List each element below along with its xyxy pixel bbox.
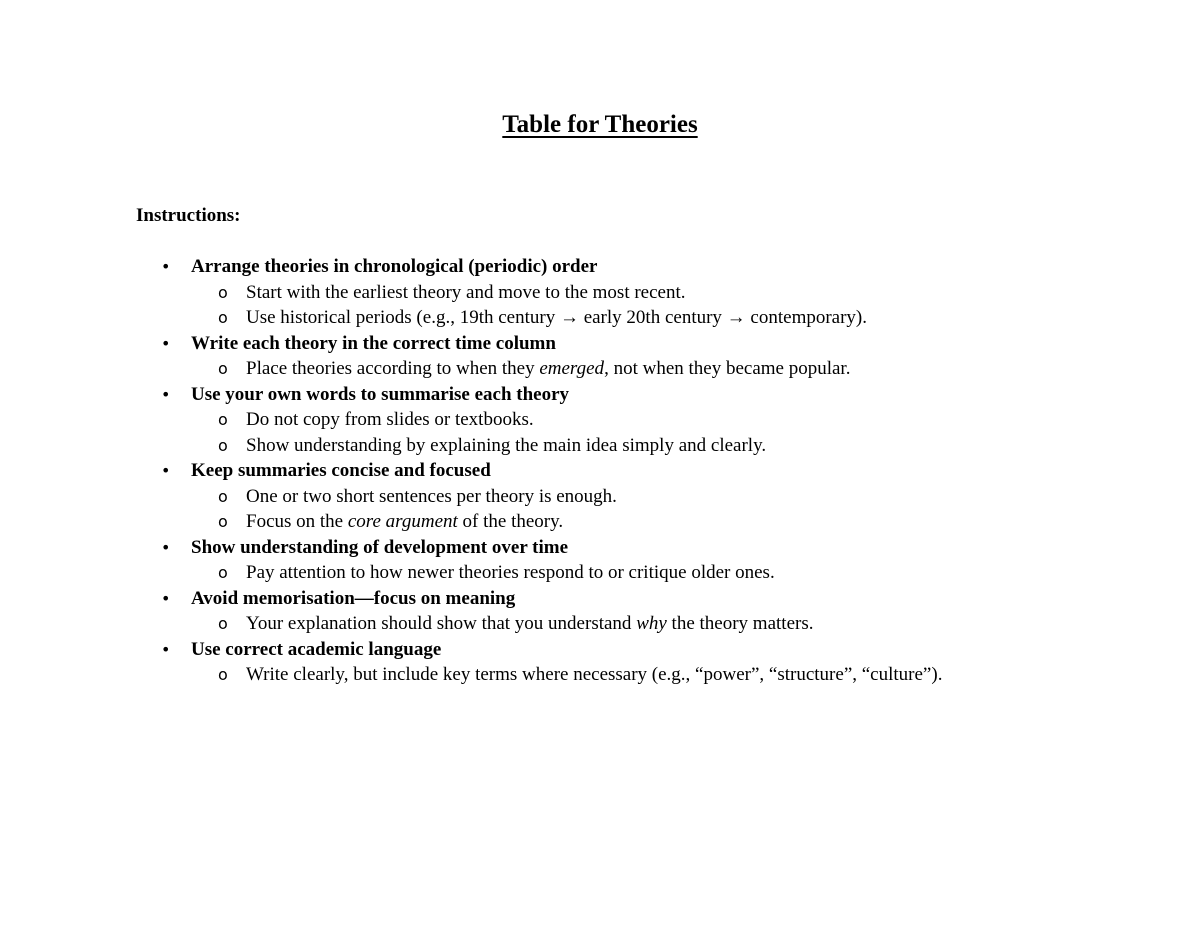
bullet-item (0, 458, 1200, 484)
sub-bullet-circle-icon: o (218, 435, 228, 455)
bullet-item (0, 331, 1200, 357)
bullet-item (0, 535, 1200, 561)
sub-bullet-item (0, 280, 1200, 306)
sub-bullet-text (246, 509, 563, 535)
sub-bullet-item (0, 560, 1200, 586)
sub-bullet-circle-icon: o (218, 486, 228, 506)
sub-bullet-text (246, 662, 942, 688)
bullet-heading: Show understanding of development over time (191, 536, 569, 558)
sub-text-lead: Write clearly, but include key terms where necessary (e.g., “power”, “structure”, “culture”). (246, 664, 943, 685)
sub-text-emphasis: emerged (539, 358, 605, 379)
instruction-list (0, 254, 1200, 688)
sub-bullet-item (0, 509, 1200, 535)
sub-text-lead: One or two short sentences per theory is enough. (246, 485, 617, 507)
bullet-heading: Write each theory in the correct time column (191, 332, 556, 354)
bullet-dot-icon: • (161, 384, 171, 404)
sub-bullet-text (246, 407, 534, 433)
sub-bullet-item (0, 407, 1200, 433)
sub-text-lead: Do not copy from slides or textbooks. (246, 409, 534, 430)
bullet-heading: Avoid memorisation—focus on meaning (191, 587, 516, 609)
sub-bullet-circle-icon: o (218, 359, 228, 378)
sub-bullet-circle-icon: o (218, 512, 228, 531)
bullet-item (0, 586, 1200, 612)
bullet-dot-icon: • (161, 588, 171, 608)
sub-text-tail: , not when they became popular. (604, 358, 851, 379)
sub-text-lead: Your explanation should show that you understand (246, 613, 637, 634)
bullet-heading: Use your own words to summarise each theory (191, 383, 570, 405)
bullet-dot-icon: • (161, 461, 171, 480)
sub-text-tail: the theory matters. (666, 613, 814, 634)
sub-bullet-item (0, 433, 1200, 459)
sub-bullet-circle-icon: o (218, 282, 228, 302)
bullet-dot-icon: • (161, 537, 171, 557)
sub-bullet-item (0, 305, 1200, 331)
sub-bullet-item (0, 611, 1200, 637)
sub-bullet-circle-icon: o (218, 308, 228, 327)
sub-bullet-circle-icon: o (218, 614, 228, 633)
sub-bullet-text (246, 611, 813, 637)
sub-bullet-text (246, 560, 775, 586)
sub-text-emphasis: why (636, 613, 667, 634)
sub-text-emphasis: core argument (347, 511, 458, 532)
sub-bullet-text (246, 484, 617, 510)
sub-bullet-item (0, 356, 1200, 382)
sub-text-lead: Pay attention to how newer theories respond to or critique older ones. (246, 562, 775, 583)
sub-bullet-item (0, 484, 1200, 510)
sub-bullet-text (246, 356, 850, 382)
bullet-item (0, 254, 1200, 280)
bullet-item (0, 637, 1200, 663)
page-title: Table for Theories (502, 111, 698, 138)
sub-text-lead: Place theories according to when they (246, 358, 540, 379)
sub-bullet-circle-icon: o (218, 410, 228, 429)
sub-bullet-circle-icon: o (218, 563, 228, 582)
sub-text-lead: Focus on the (246, 511, 348, 532)
bullet-heading: Arrange theories in chronological (periodic) order (191, 256, 598, 277)
bullet-heading: Keep summaries concise and focused (191, 460, 491, 481)
sub-text-lead: Use historical periods (e.g., 19th century → early 20th century → contemporary). (246, 307, 868, 328)
sub-bullet-item (0, 662, 1200, 688)
bullet-item (0, 382, 1200, 408)
sub-bullet-circle-icon: o (218, 665, 228, 684)
sub-text-lead: Start with the earliest theory and move to the most recent. (246, 281, 686, 303)
bullet-dot-icon: • (161, 333, 171, 353)
bullet-dot-icon: • (161, 639, 171, 659)
sub-bullet-text (246, 280, 686, 306)
sub-bullet-text (246, 305, 867, 331)
sub-text-lead: Show understanding by explaining the main idea simply and clearly. (246, 434, 767, 456)
sub-text-tail: of the theory. (457, 511, 564, 532)
instructions-heading: Instructions: (136, 205, 241, 226)
bullet-heading: Use correct academic language (191, 638, 442, 660)
bullet-dot-icon: • (161, 257, 171, 276)
sub-bullet-text (246, 433, 766, 459)
